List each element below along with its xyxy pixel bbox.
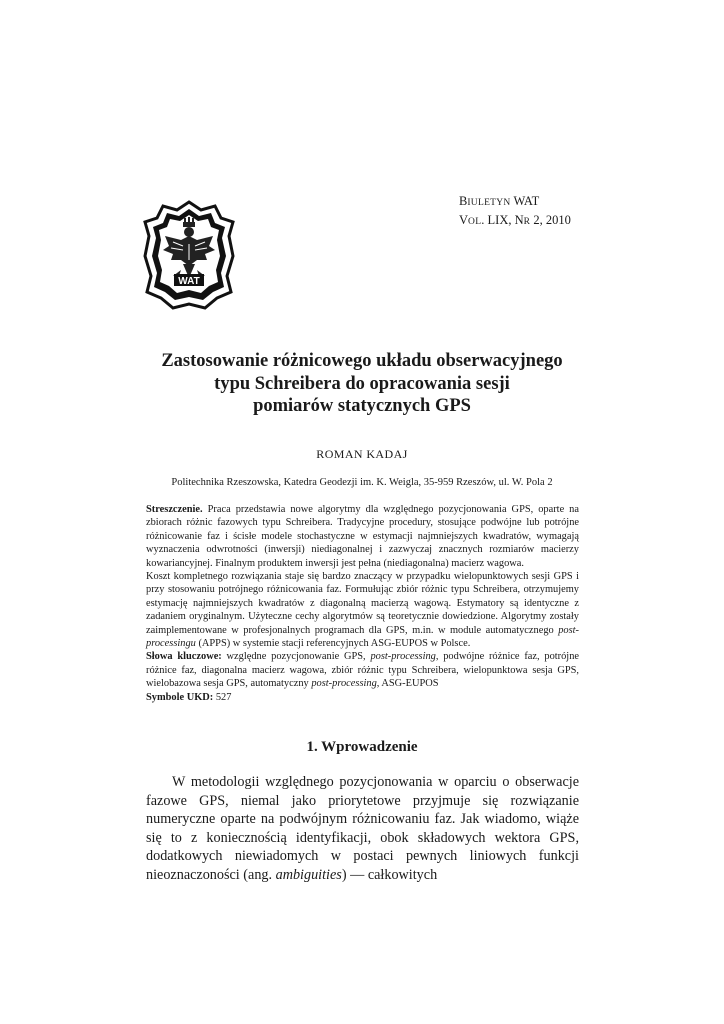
abstract-block [146, 503, 579, 704]
svg-text:WAT: WAT [178, 276, 200, 287]
title-line: Zastosowanie różnicowego układu obserwacyjnego [161, 351, 563, 371]
keywords: Słowa kluczowe: względne pozycjonowanie GPS, post-processing, podwójne różnice faz, potrójne różnice faz, diagonalna macierz wagowa, zbiór różnic typu Schreibera, wielopunktowa sesja GPS, wielobazowa sesja GPS, automatyczny post-processing, ASG-EUPOS [146, 651, 579, 690]
author-name: ROMAN KADAJ [316, 447, 408, 461]
abstract-paragraph: Streszczenie. Praca przedstawia nowe algorytmy dla względnego pozycjonowania GPS, oparte na zbiorach różnic fazowych typu Schreibera. Tradycyjne procedury, stosujące podwójne lub potrójne różnicowanie faz i ścisłe modele stochastyczne w estymacji najmniejszych kwadratów, wymagają wyznaczenia odwrotności (inwersji) niediagonalnej i zazwyczaj znacznych rozmiarów macierzy kowariancyjnej. Finalnym produktem inwersji jest pełna (niediagonalna) macierz wagowa. [146, 504, 579, 569]
keywords-label: Słowa kluczowe: [146, 651, 222, 663]
journal-name: BIULETYN WAT [459, 194, 540, 208]
wat-eagle-logo [143, 200, 235, 312]
section-heading: 1. Wprowadzenie [306, 739, 418, 755]
title-line: typu Schreibera do opracowania sesji [214, 373, 510, 394]
journal-volume: VOL. LIX, NR 2, 2010 [459, 213, 571, 227]
body-paragraph: W metodologii względnego pozycjonowania w oparciu o obserwacje fazowe GPS, niemal jako priorytetowe przyjmuje się rozwiązanie numeryczne oparte na podwójnym różnicowaniu faz. Jak wiadomo, wiąże się to z koniecznością identyfikacji, obok składowych wektora GPS, dodatkowych niewiadomych w postaci pewnych liniowych funkcji nieoznaczoności (ang. ambiguities) — całkowitych [146, 774, 579, 883]
ukd-label: Symbole UKD: [146, 691, 214, 703]
abstract-label: Streszczenie. [146, 504, 203, 515]
author-affiliation: Politechnika Rzeszowska, Katedra Geodezji im. K. Weigla, 35-959 Rzeszów, ul. W. Pola 2 [171, 477, 553, 488]
journal-info [459, 193, 571, 231]
body-text [146, 773, 579, 885]
paper-title [110, 350, 614, 418]
title-line: pomiarów statycznych GPS [253, 396, 471, 416]
abstract-paragraph: Koszt kompletnego rozwiązania staje się bardzo znaczący w przypadku wielopunktowych sesji GPS i przy stosowaniu potrójnego różnicowania faz. Formułując zbiór różnic typu Schreibera, otrzymujemy estymację najmniejszych kwadratów z diagonalną macierzą wagową. Estymatory są identyczne z zadaniem oryginalnym. Użyteczne cechy algorytmów są teoretycznie dowiedzione. Algorytmy zostały zaimplementowane w profesjonalnych programach dla GPS, m.in. w module automatycznego post-processingu (APPS) w systemie stacji referencyjnych ASG-EUPOS w Polsce. [146, 571, 579, 650]
ukd-symbols: Symbole UKD: 527 [146, 691, 232, 703]
